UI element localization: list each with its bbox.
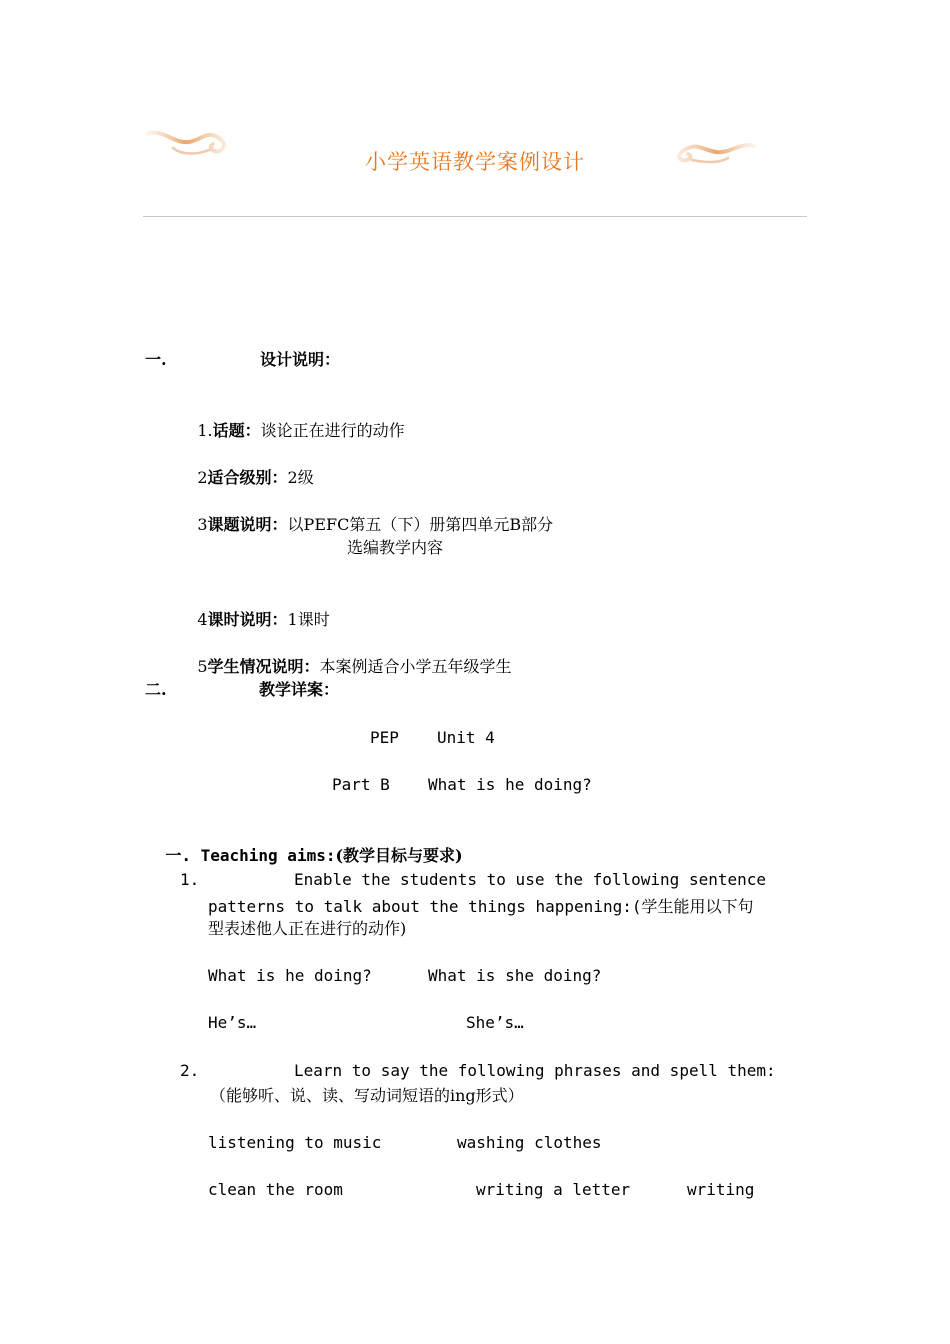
phrase-listening: listening to music <box>208 1133 382 1152</box>
aim1-line1: Enable the students to use the following sentence <box>294 870 767 889</box>
section1-item-3-continuation: 选编教学内容 <box>347 538 444 557</box>
item-label: 适合级别： <box>207 468 288 487</box>
item-label: 课题说明： <box>207 515 288 534</box>
unit-part: Part B <box>332 775 390 794</box>
phrase-writing: writing <box>687 1180 755 1199</box>
aim2-line1: Learn to say the following phrases and spell them: <box>294 1061 776 1080</box>
phrase-washing: washing clothes <box>457 1133 602 1152</box>
item-label: 学生情况说明： <box>207 657 320 676</box>
item-value: 本案例适合小学五年级学生 <box>319 657 512 676</box>
aims-heading-en: 一. Teaching aims: <box>165 846 336 865</box>
phrase-clean: clean the room <box>208 1180 343 1199</box>
aim1-question-he: What is he doing? <box>208 966 372 985</box>
section1-item-5 <box>177 631 512 703</box>
item-prefix: 1. <box>197 421 213 440</box>
aim1-question-she: What is she doing? <box>428 966 602 985</box>
item-label: 话题： <box>212 421 261 440</box>
item-value: 谈论正在进行的动作 <box>260 421 405 440</box>
section1-heading: 设计说明： <box>260 350 341 369</box>
unit-question: What is he doing? <box>428 775 592 794</box>
phrase-writing-letter: writing a letter <box>476 1180 631 1199</box>
item-value: 1课时 <box>287 610 330 629</box>
unit-pep: PEP <box>370 728 399 747</box>
item-label: 课时说明： <box>207 610 288 629</box>
aim1-line3: 型表述他人正在进行的动作) <box>208 919 407 938</box>
aim1-answer-he: He’s… <box>208 1013 257 1032</box>
item-prefix: 2 <box>197 468 208 487</box>
item-value: 2级 <box>287 468 314 487</box>
item-prefix: 5 <box>197 657 208 676</box>
item-prefix: 3 <box>197 515 208 534</box>
aims-heading-cn: (教学目标与要求) <box>335 846 463 865</box>
aim2-line2: （能够听、说、读、写动词短语的ing形式） <box>210 1086 524 1105</box>
section2-heading: 教学详案： <box>259 680 340 699</box>
aim2-number: 2. <box>180 1061 200 1080</box>
unit-number: Unit 4 <box>437 728 495 747</box>
aim1-number: 1. <box>180 870 200 889</box>
item-value: 以PEFC第五（下）册第四单元B部分 <box>287 515 554 534</box>
section1-number: 一. <box>145 350 167 369</box>
aim1-answer-she: She’s… <box>466 1013 524 1032</box>
aim1-line2: patterns to talk about the things happening:(学生能用以下句 <box>208 897 754 916</box>
section2-number: 二. <box>145 680 167 699</box>
header-divider <box>143 216 807 217</box>
item-prefix: 4 <box>197 610 208 629</box>
page-title: 小学英语教学案例设计 <box>365 150 585 174</box>
